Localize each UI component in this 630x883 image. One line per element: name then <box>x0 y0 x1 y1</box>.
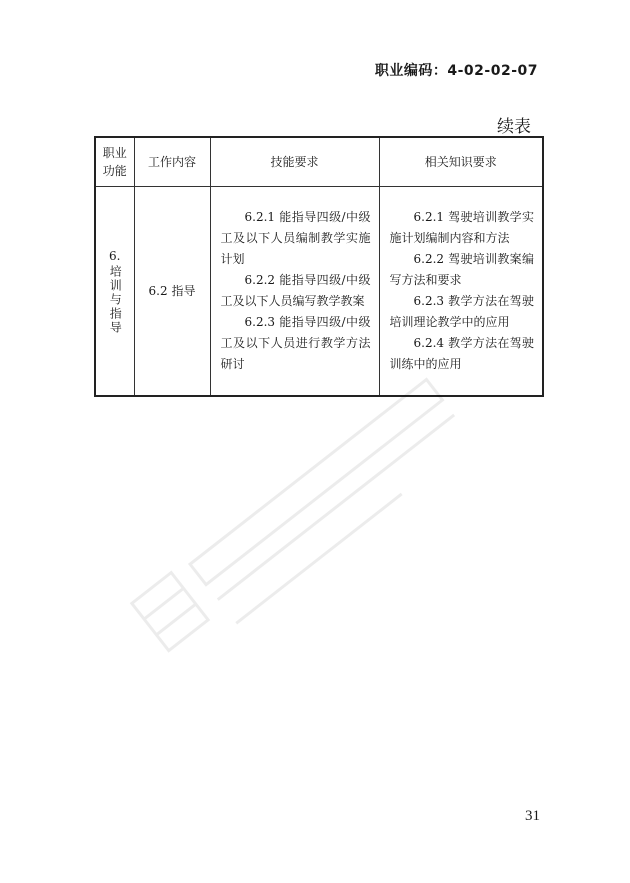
standards-table <box>94 136 544 397</box>
knowledge-item: 6.2.1 驾驶培训教学实施计划编制内容和方法 <box>389 210 534 245</box>
table-header-row <box>95 137 543 187</box>
page-number: 31 <box>525 808 540 824</box>
header-work-content: 工作内容 <box>134 137 210 187</box>
header-skills: 技能要求 <box>210 137 379 187</box>
knowledge-cell <box>379 187 543 397</box>
header-knowledge: 相关知识要求 <box>379 137 543 187</box>
function-number: 6. <box>109 248 121 263</box>
skill-item: 6.2.2 能指导四级/中级工及以下人员编写教学教案 <box>220 273 371 308</box>
skill-item: 6.2.1 能指导四级/中级工及以下人员编制教学实施计划 <box>220 210 371 266</box>
function-name: 培训与指导 <box>108 264 123 335</box>
skills-cell <box>210 187 379 397</box>
skill-item: 6.2.3 能指导四级/中级工及以下人员进行教学方法研讨 <box>220 315 371 371</box>
knowledge-item: 6.2.2 驾驶培训教案编写方法和要求 <box>389 252 534 287</box>
table-row <box>95 187 543 397</box>
function-cell <box>95 187 134 397</box>
continued-label: 续表 <box>497 117 531 137</box>
knowledge-item: 6.2.4 教学方法在驾驶训练中的应用 <box>389 336 534 371</box>
header-function: 职业 功能 <box>95 137 134 187</box>
occupation-code: 职业编码：4-02-02-07 <box>374 63 538 79</box>
knowledge-item: 6.2.3 教学方法在驾驶培训理论教学中的应用 <box>389 294 534 329</box>
work-content-cell: 6.2 指导 <box>134 187 210 397</box>
